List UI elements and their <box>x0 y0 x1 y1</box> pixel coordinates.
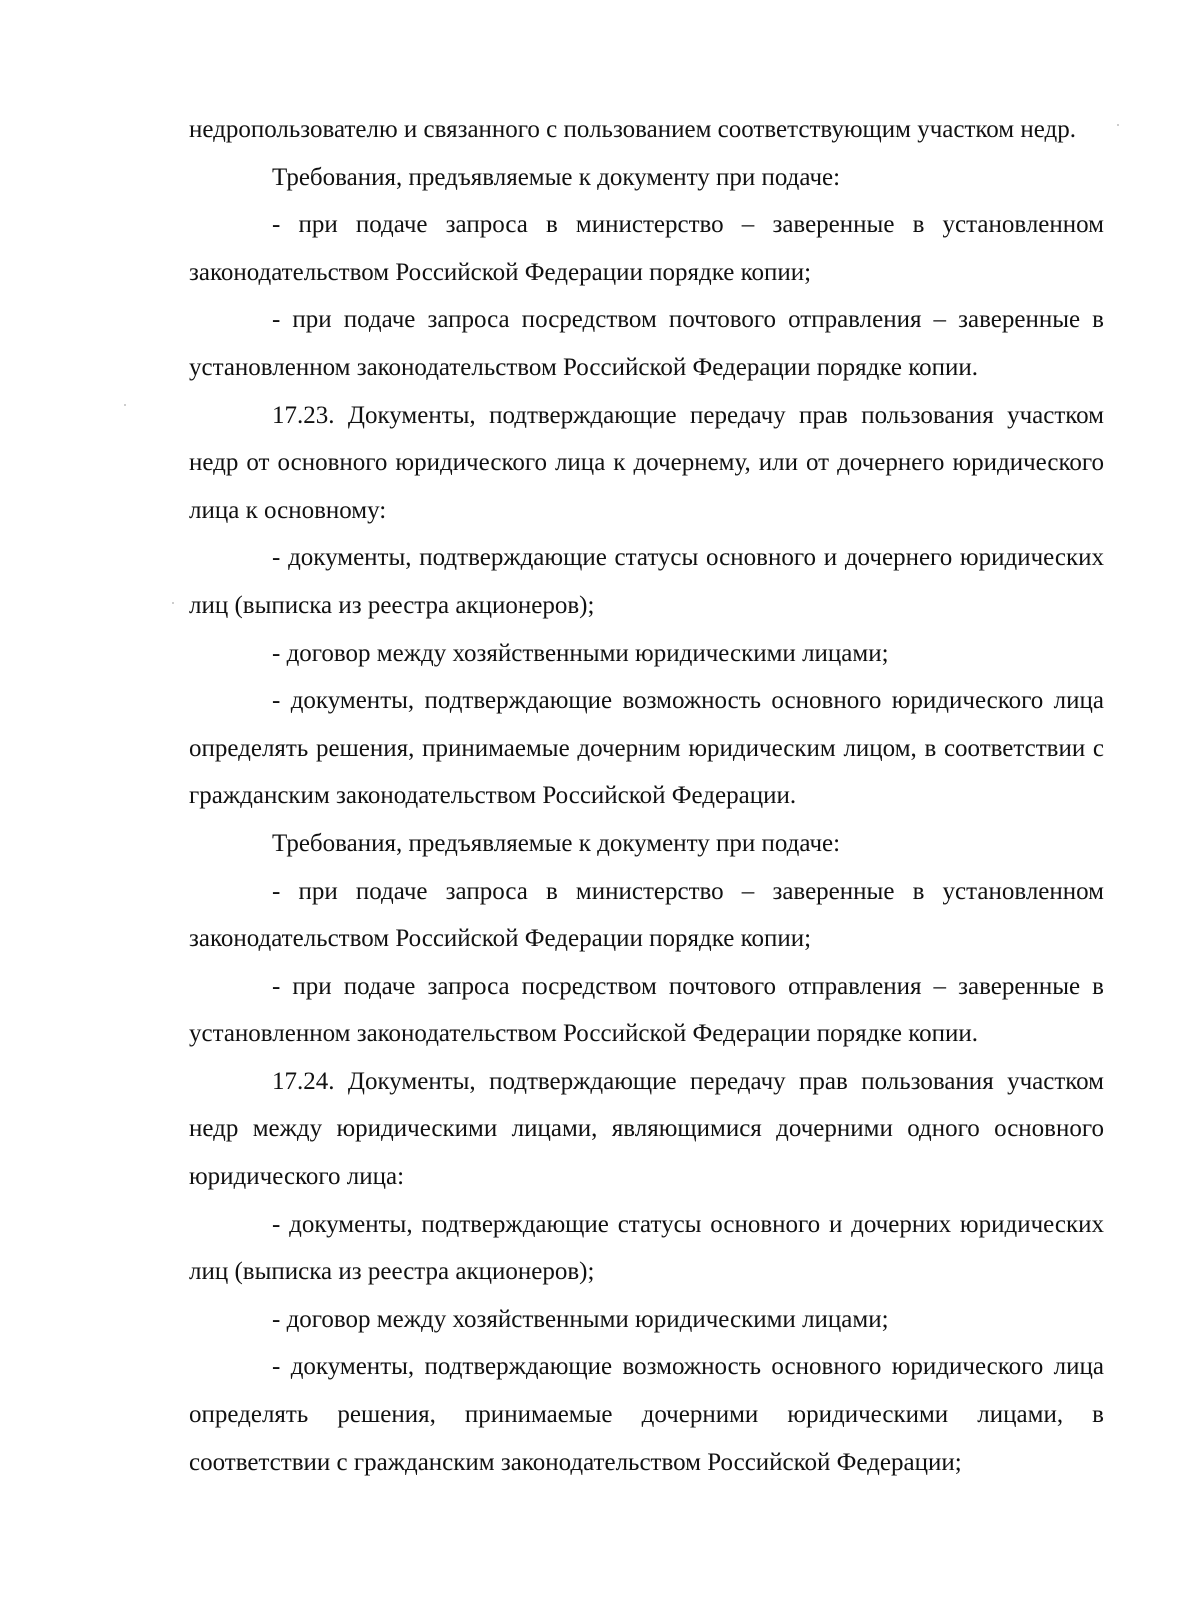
paragraph-list-item: - документы, подтверждающие статусы основного и дочернего юридических лиц (выписка из реестра акционеров); <box>189 544 1104 619</box>
paragraph-list-item: - договор между хозяйственными юридическими лицами; <box>272 639 889 667</box>
paragraph-continuation: недропользователю и связанного с пользованием соответствующим участком недр. <box>189 116 1076 143</box>
paragraph-list-item: - при подаче запроса посредством почтового отправления – заверенные в установленном законодательством Российской Федерации порядке копии. <box>189 972 1104 1048</box>
paragraph-clause-17-24: 17.24. Документы, подтверждающие передачу прав пользования участком недр между юридическими лицами, являющимися дочерними одного основного юридического лица: <box>189 1067 1104 1191</box>
paragraph-clause-17-23: 17.23. Документы, подтверждающие передачу прав пользования участком недр от основного юридического лица к дочернему, или от дочернего юридического лица к основному: <box>189 401 1104 524</box>
paragraph-list-item: - документы, подтверждающие возможность основного юридического лица определять решения, принимаемые дочерними юридическими лицами, в соответствии с гражданским законодательством Российской Федерации; <box>189 1353 1104 1476</box>
paragraph-requirements-heading: Требования, предъявляемые к документу при подаче: <box>272 163 841 191</box>
paragraph-list-item: - документы, подтверждающие возможность основного юридического лица определять решения, принимаемые дочерним юридическим лицом, в соответствии с гражданским законодательством Российской Федерации. <box>189 687 1104 810</box>
paragraph-requirements-heading: Требования, предъявляемые к документу при подаче: <box>272 829 841 857</box>
scan-speck <box>1117 124 1119 126</box>
document-body <box>189 106 1104 1486</box>
scan-speck <box>172 602 174 604</box>
paragraph-list-item: - при подаче запроса в министерство – заверенные в установленном законодательством Российской Федерации порядке копии; <box>189 211 1104 286</box>
paragraph-list-item: - при подаче запроса посредством почтового отправления – заверенные в установленном законодательством Российской Федерации порядке копии. <box>189 306 1104 381</box>
paragraph-list-item: - договор между хозяйственными юридическими лицами; <box>272 1305 889 1333</box>
paragraph-list-item: - при подаче запроса в министерство – заверенные в установленном законодательством Российской Федерации порядке копии; <box>189 877 1104 953</box>
scan-speck <box>124 404 126 406</box>
paragraph-list-item: - документы, подтверждающие статусы основного и дочерних юридических лиц (выписка из реестра акционеров); <box>189 1210 1104 1286</box>
